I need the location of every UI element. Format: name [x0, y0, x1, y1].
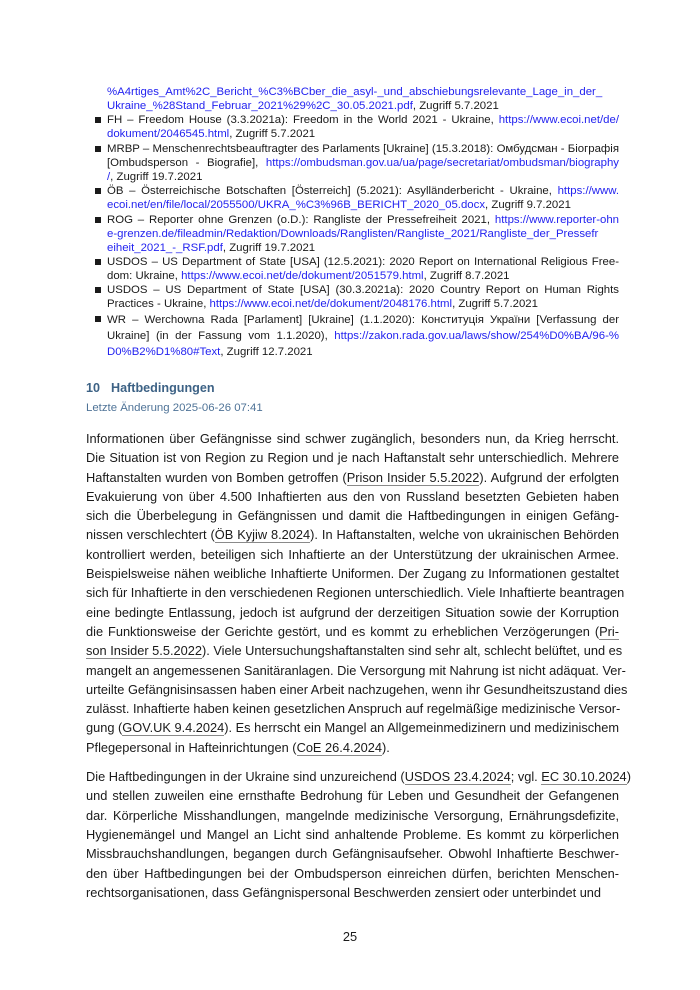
reference-item [107, 113, 619, 141]
text-line [107, 227, 619, 241]
text-segment: , Zugriff 5.7.2021 [412, 100, 499, 112]
square-bullet-icon [95, 188, 101, 194]
text-segment: ). Aufgrund der erfolgten [479, 469, 619, 485]
reference-item [107, 255, 619, 283]
square-bullet-icon [95, 259, 101, 265]
text-segment: ). Es herrscht ein Mangel an Allgemeinmedizinern und medizinischem [224, 720, 620, 736]
text-line [86, 622, 619, 641]
text-line [107, 85, 619, 99]
source-citation-link[interactable]: USDOS 23.4.2024 [404, 769, 511, 785]
reference-list [107, 85, 619, 360]
text-segment: Ukraine] (in der Fassung vom 1.1.2020), [107, 329, 335, 342]
source-citation-link[interactable]: Prison Insider 5.5.2022 [346, 469, 480, 485]
text-segment: kontrolliert werden, beteiligen sich Inhaftierte an der Unterstützung der ukrainischen Armee. [86, 546, 619, 562]
text-segment: Hygienemängel und Mangel an Licht sind anhaltende Probleme. Es kommt zu körperlichen [86, 826, 619, 842]
reference-item [107, 184, 619, 212]
text-line [107, 99, 619, 113]
text-segment: , Zugriff 9.7.2021 [485, 199, 571, 212]
url-link[interactable]: https://ombudsman.gov.ua/ua/page/secretariat/ombudsman/biography [265, 156, 619, 169]
text-segment: gung ( [86, 720, 123, 736]
text-line [86, 767, 631, 786]
text-segment: Beispielsweise nähen weibliche Inhaftierte Uniformen. Der Zugang zu Informationen gestaltet [86, 566, 619, 582]
url-link[interactable]: / [107, 170, 111, 183]
url-link[interactable]: https://zakon.rada.gov.ua/laws/show/254%D0%BA/96-% [334, 329, 619, 342]
text-segment: Haftanstalten wurden von Bomben getroffen ( [86, 469, 347, 485]
source-citation-link[interactable]: Pri- [599, 623, 619, 639]
page-number: 25 [342, 929, 358, 944]
text-line [86, 718, 619, 737]
text-segment: MRBP – Menschenrechtsbeauftragter des Parlaments [Ukraine] (15.3.2018): Омбудсман - Біографія [107, 142, 619, 155]
source-citation-link[interactable]: CoE 26.4.2024 [296, 739, 382, 755]
reference-item [107, 85, 619, 113]
url-link[interactable]: https://www.ecoi.net/de/ [498, 114, 619, 127]
text-line [86, 487, 619, 506]
text-segment: ROG – Reporter ohne Grenzen (o.D.): Rangliste der Pressefreiheit 2021, [107, 213, 495, 226]
text-segment: nissen verschlechtert ( [86, 527, 215, 543]
text-line [86, 699, 619, 718]
text-segment: , Zugriff 19.7.2021 [110, 170, 203, 183]
paragraph [86, 767, 631, 902]
text-line [107, 127, 619, 141]
text-line [107, 156, 619, 170]
url-link[interactable]: https://www.ecoi.net/de/dokument/2051579.html [181, 269, 424, 282]
text-line [86, 583, 625, 602]
text-line [86, 883, 619, 902]
text-segment: urteilte Gefängnisinsassen haben einer Arbeit nachzugehen, wenn ihr Gesundheitszustand dies [86, 681, 628, 697]
text-segment: sich die Überbelegung in Gefängnissen und damit die Haftbedingungen in einigen Gefäng- [86, 508, 619, 524]
text-segment: , Zugriff 19.7.2021 [222, 241, 316, 254]
text-line [107, 328, 619, 344]
text-line [86, 545, 619, 564]
text-segment: rechtsorganisationen, dass Gefängnispersonal Beschwerden zensiert oder unterbindet und [86, 884, 602, 900]
text-segment: die Funktionsweise der Gerichte gestört, und es kommt zu erheblichen Verzögerungen ( [86, 623, 600, 639]
text-segment: ÖB – Österreichische Botschaften [Österreich] (5.2021): Asylländerbericht - Ukraine, [107, 185, 558, 198]
text-line [107, 213, 619, 227]
square-bullet-icon [95, 117, 101, 123]
text-line [86, 661, 626, 680]
text-segment: , Zugriff 8.7.2021 [423, 269, 510, 282]
text-segment: , Zugriff 5.7.2021 [229, 128, 316, 141]
text-segment: ) [626, 769, 631, 785]
text-segment: Practices - Ukraine, [107, 298, 210, 311]
text-segment: Pflegepersonal in Hafteinrichtungen ( [86, 739, 297, 755]
text-line [107, 344, 619, 360]
section-body [86, 429, 631, 912]
text-line [107, 198, 619, 212]
text-line [86, 468, 619, 487]
reference-item [107, 213, 619, 255]
text-segment: FH – Freedom House (3.3.2021a): Freedom in the World 2021 - Ukraine, [107, 114, 499, 127]
source-citation-link[interactable]: EC 30.10.2024 [541, 769, 627, 785]
url-link[interactable]: dokument/2046545.html [107, 128, 230, 141]
text-line [86, 680, 628, 699]
text-segment: zulässt. Inhaftierte haben keinen gesetzlichen Anspruch auf regelmäßige medizinische Versor- [86, 701, 621, 717]
text-segment: eine bedingte Entlassung, jedoch ist aufgrund der derzeitigen Situation sowie der Korruption [86, 604, 619, 620]
text-segment: und stellen zuweilen eine ernsthafte Bedrohung für Leben und Gesundheit der Gefangenen [86, 788, 619, 804]
reference-item [107, 142, 619, 184]
text-segment: , Zugriff 12.7.2021 [220, 345, 313, 358]
square-bullet-icon [95, 287, 101, 293]
url-link[interactable]: https://www.ecoi.net/de/dokument/2048176.html [209, 298, 453, 311]
text-line [86, 641, 623, 660]
text-line [86, 525, 619, 544]
text-segment: Evakuierung von über 4.500 Inhaftierten aus den von Russland besetzten Gebieten haben [86, 488, 619, 504]
text-line [107, 297, 619, 311]
text-segment: USDOS – US Department of State [USA] (30.3.2021a): 2020 Country Report on Human Rights [107, 284, 619, 297]
text-line [86, 448, 619, 467]
url-link[interactable]: %A4rtiges_Amt%2C_Bericht_%C3%BCber_die_asyl-_und_abschiebungsrelevante_Lage_in_der_ [107, 86, 603, 98]
url-link[interactable]: https://www. [557, 185, 619, 198]
url-link[interactable]: eiheit_2021_-_RSF.pdf [107, 241, 223, 254]
text-line [86, 564, 619, 583]
reference-item [107, 283, 619, 311]
text-line [86, 825, 619, 844]
square-bullet-icon [95, 217, 101, 223]
url-link[interactable]: Ukraine_%28Stand_Februar_2021%29%2C_30.05.2021.pdf [107, 100, 413, 112]
source-citation-link[interactable]: GOV.UK 9.4.2024 [122, 720, 225, 736]
text-segment: Missbrauchshandlungen, begangen durch Gefängnisaufseher. Obwohl Inhaftierte Beschwer- [86, 846, 619, 862]
section-title: Haftbedingungen [111, 381, 215, 395]
text-segment: ). Viele Untersuchungshaftanstalten sind sehr alt, schlecht belüftet, und es [201, 643, 623, 659]
text-line [107, 113, 619, 127]
text-segment: USDOS – US Department of State [USA] (12.5.2021): 2020 Report on International Religious Free- [107, 255, 619, 268]
text-segment: ). In Haftanstalten, welche von ukrainischen Behörden [310, 527, 619, 543]
text-segment: sich für Inhaftierte in den verschiedenen Regionen unterschiedlich. Viele Inhaftierte beantragen [86, 585, 625, 601]
text-line [86, 806, 619, 825]
section-number: 10 [86, 381, 101, 395]
text-segment: Die Situation ist von Region zu Region und je nach Haftanstalt sehr unterschiedlich. Mehrere [86, 450, 619, 466]
text-segment: dar. Körperliche Misshandlungen, mangelnde medizinische Versorgung, Ernährungsdefizite, [86, 807, 619, 823]
url-link[interactable]: D0%B2%D1%80#Text [107, 345, 221, 358]
text-line [107, 142, 619, 156]
text-segment: ; vgl. [510, 769, 542, 785]
text-line [86, 786, 619, 805]
text-segment: WR – Werchowna Rada [Parlament] [Ukraine] (1.1.2020): Конституція України [Verfassung der [107, 313, 619, 326]
text-line [86, 864, 619, 883]
square-bullet-icon [95, 316, 101, 322]
text-line [107, 241, 619, 255]
text-line [107, 170, 619, 184]
text-line [86, 603, 619, 622]
text-segment: mangelt an angemessenen Sanitäranlagen. Die Versorgung mit Nahrung ist nicht adäquat. Ver- [86, 662, 626, 678]
text-segment: , Zugriff 5.7.2021 [452, 298, 538, 311]
reference-item [107, 312, 619, 360]
text-line [107, 184, 619, 198]
text-line [86, 844, 619, 863]
text-line [107, 283, 619, 297]
square-bullet-icon [95, 146, 101, 152]
text-line [86, 506, 619, 525]
url-link[interactable]: https://www.reporter-ohn [494, 213, 619, 226]
text-segment: Informationen über Gefängnisse sind schwer zugänglich, besonders nun, da Krieg herrscht. [86, 431, 619, 446]
source-citation-link[interactable]: son Insider 5.5.2022 [86, 643, 202, 659]
text-line [86, 429, 619, 448]
source-citation-link[interactable]: ÖB Kyjiw 8.2024 [214, 527, 311, 543]
text-line [86, 738, 619, 757]
text-line [107, 312, 619, 328]
section-heading [86, 381, 215, 395]
text-line [107, 255, 619, 269]
paragraph [86, 429, 628, 757]
url-link[interactable]: e-grenzen.de/fileadmin/Redaktion/Downloads/Ranglisten/Rangliste_2021/Rangliste_der_Pressefr [107, 227, 599, 240]
last-changed-date: Letzte Änderung 2025-06-26 07:41 [86, 402, 263, 414]
text-segment: den über Haftbedingungen bei der Ombudsperson einreichen dürfen, berichten Menschen- [86, 865, 619, 881]
text-line [107, 269, 619, 283]
text-segment: Die Haftbedingungen in der Ukraine sind unzureichend ( [86, 769, 405, 785]
url-link[interactable]: ecoi.net/en/file/local/2055500/UKRA_%C3%96B_BERICHT_2020_05.docx [107, 199, 486, 212]
text-segment: ). [381, 739, 390, 755]
text-segment: dom: Ukraine, [107, 269, 182, 282]
text-segment: [Ombudsperson - Biografie], [107, 156, 266, 169]
